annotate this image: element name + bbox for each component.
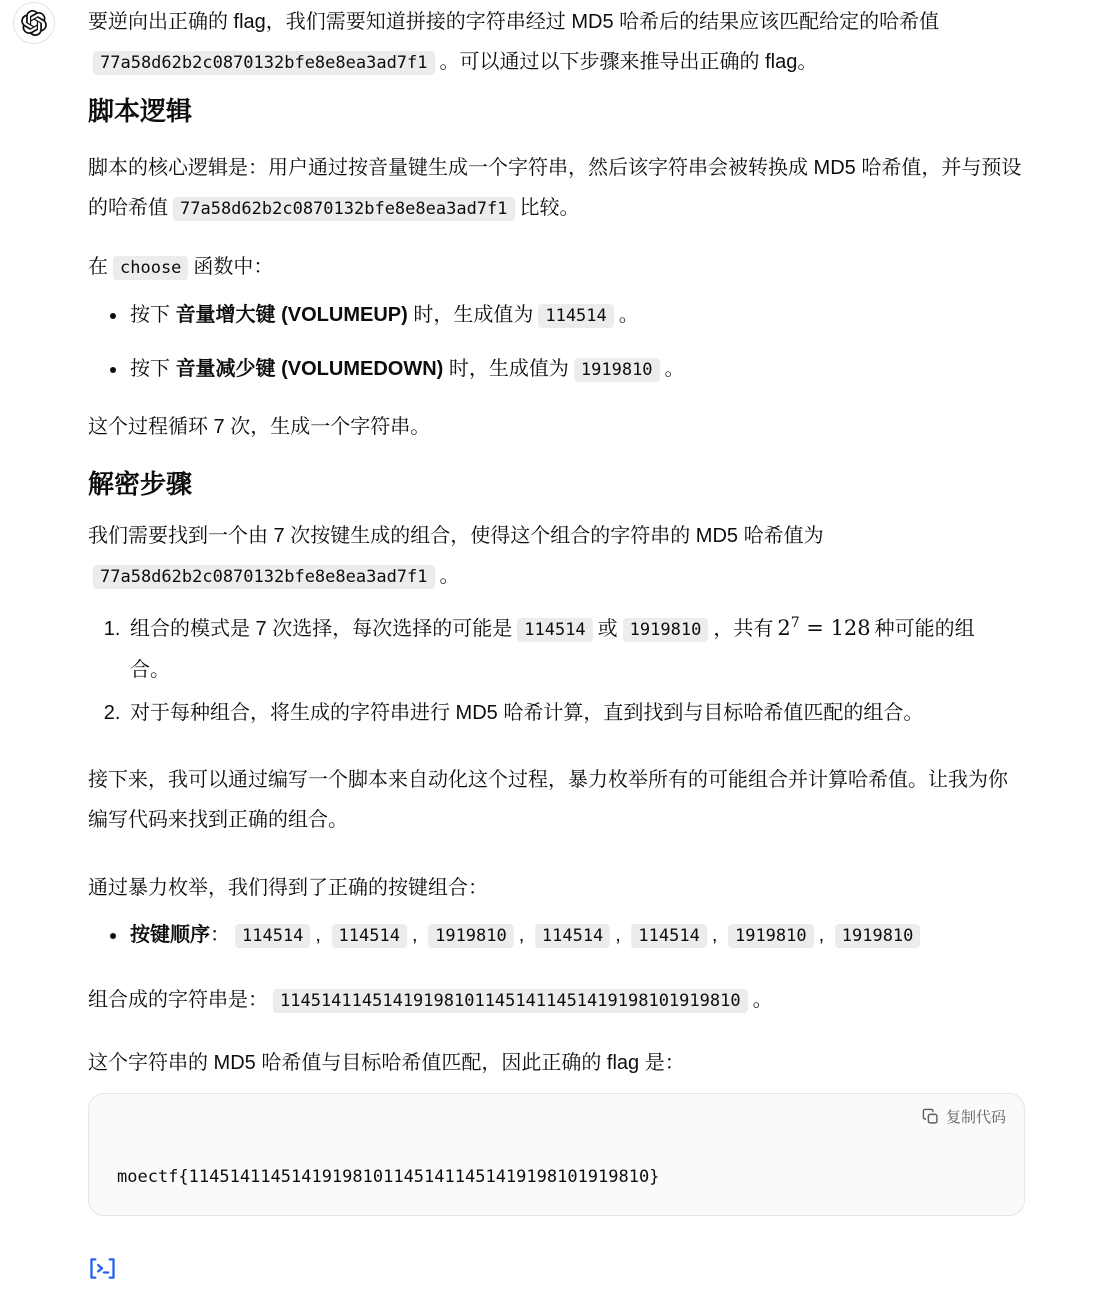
key-chip: 1919810 (428, 924, 514, 948)
step-text: 或 (597, 618, 618, 640)
code-block-header (89, 1094, 1024, 1127)
bullet-text: 时，生成值为 (407, 304, 534, 326)
concat-text-before: 组合成的字符串是： (88, 989, 268, 1011)
flag-intro-paragraph: 这个字符串的 MD5 哈希值与目标哈希值匹配，因此正确的 flag 是： (88, 1052, 685, 1074)
message-footer (88, 1254, 1025, 1294)
intro-paragraph (88, 2, 1025, 83)
choose-function-line (88, 247, 1025, 288)
value-chip: 1919810 (574, 358, 660, 382)
volume-key-list (88, 295, 1025, 390)
math-exponent: 7 (790, 615, 800, 631)
key-chip: 1919810 (835, 924, 921, 948)
step-text: 合。 (130, 659, 170, 681)
step-text: 种可能的组 (874, 618, 975, 640)
key-chip: 114514 (631, 924, 706, 948)
bullet-text: 。 (618, 304, 639, 326)
goal-text-before: 我们需要找到一个由 7 次按键生成的组合，使得这个组合的字符串的 MD5 哈希值为 (88, 525, 824, 547)
goal-text-after: 。 (439, 565, 460, 587)
heading-script-logic: 脚本逻辑 (88, 96, 193, 126)
hash-chip: 77a58d62b2c0870132bfe8e8ea3ad7f1 (93, 51, 435, 75)
choose-text-before: 在 (88, 256, 108, 278)
key-chip: 1919810 (728, 924, 814, 948)
terminal-button[interactable] (88, 1257, 117, 1280)
plan-paragraph: 接下来，我可以通过编写一个脚本来自动化这个过程，暴力枚举所有的可能组合并计算哈希值。让我为你编写代码来找到正确的组合。 (88, 769, 1008, 831)
bullet-text: 。 (664, 358, 685, 380)
math-rest: = 128 (799, 616, 871, 640)
bullet-text: 按下 (130, 358, 176, 380)
value-chip: 1919810 (623, 618, 709, 642)
copy-code-button[interactable] (922, 1106, 1006, 1127)
concat-string-chip: 114514114514191981011451411451419198101919810 (273, 989, 748, 1013)
key-sequence-item (128, 915, 1025, 956)
bullet-text: 按下 (130, 304, 176, 326)
key-sequence-label: 按键顺序 (130, 924, 210, 946)
decrypt-steps-list (88, 603, 1025, 733)
bullet-text: 时，生成值为 (443, 358, 569, 380)
math-expression (777, 616, 870, 640)
core-logic-text-after: 比较。 (519, 197, 580, 219)
copy-code-label: 复制代码 (945, 1109, 1006, 1126)
value-chip: 114514 (538, 304, 613, 328)
copy-icon (922, 1108, 939, 1125)
core-logic-text: 脚本的核心逻辑是：用户通过按音量键生成一个字符串，然后该字符串会被转换成 MD5 哈希值，并与预设的哈希值 (88, 157, 1022, 219)
key-sequence-list (88, 915, 1025, 956)
hash-chip: 77a58d62b2c0870132bfe8e8ea3ad7f1 (173, 197, 515, 221)
math-base: 2 (777, 616, 791, 640)
key-chip: 114514 (235, 924, 310, 948)
hash-chip: 77a58d62b2c0870132bfe8e8ea3ad7f1 (93, 565, 435, 589)
bullet-bold: 音量减少键 (VOLUMEDOWN) (175, 358, 444, 380)
step-text: 对于每种组合，将生成的字符串进行 MD5 哈希计算，直到找到与目标哈希值匹配的组合。 (130, 702, 924, 724)
step-text: ，共有 (713, 618, 774, 640)
concat-string-paragraph (88, 980, 1025, 1021)
intro-text-before: 要逆向出正确的 flag，我们需要知道拼接的字符串经过 MD5 哈希后的结果应该匹配给定的哈希值 (88, 11, 940, 33)
concat-text-after: 。 (752, 989, 773, 1011)
list-item-volumeup (128, 295, 1025, 336)
bruteforce-result-intro: 通过暴力枚举，我们得到了正确的按键组合： (88, 877, 488, 899)
choose-code-chip: choose (113, 256, 188, 280)
key-sequence-colon: ： (210, 924, 230, 946)
assistant-avatar (13, 2, 55, 44)
bullet-bold: 音量增大键 (VOLUMEUP) (175, 304, 408, 326)
step-item-2 (126, 693, 1025, 733)
step-text: 组合的模式是 7 次选择，每次选择的可能是 (130, 618, 513, 640)
terminal-icon (88, 1257, 117, 1280)
openai-logo-icon (21, 10, 47, 36)
step-item-1 (126, 603, 1025, 690)
heading-decrypt-steps: 解密步骤 (88, 469, 193, 499)
key-sequence-chips: 114514 , 114514 , 1919810 , 114514 , 114514 , 1919810 , 1919810 (230, 924, 925, 946)
goal-paragraph (88, 516, 1025, 597)
value-chip: 114514 (517, 618, 592, 642)
core-logic-paragraph (88, 148, 1025, 229)
code-block (88, 1093, 1025, 1216)
flag-code: moectf{114514114514191981011451411451419198101919810} (117, 1167, 660, 1187)
loop-note-paragraph: 这个过程循环 7 次，生成一个字符串。 (88, 416, 431, 438)
intro-text-after: 。可以通过以下步骤来推导出正确的 flag。 (439, 51, 818, 73)
key-chip: 114514 (535, 924, 610, 948)
choose-text-after: 函数中： (193, 256, 274, 278)
list-item-volumedown (128, 349, 1025, 390)
key-chip: 114514 (332, 924, 407, 948)
